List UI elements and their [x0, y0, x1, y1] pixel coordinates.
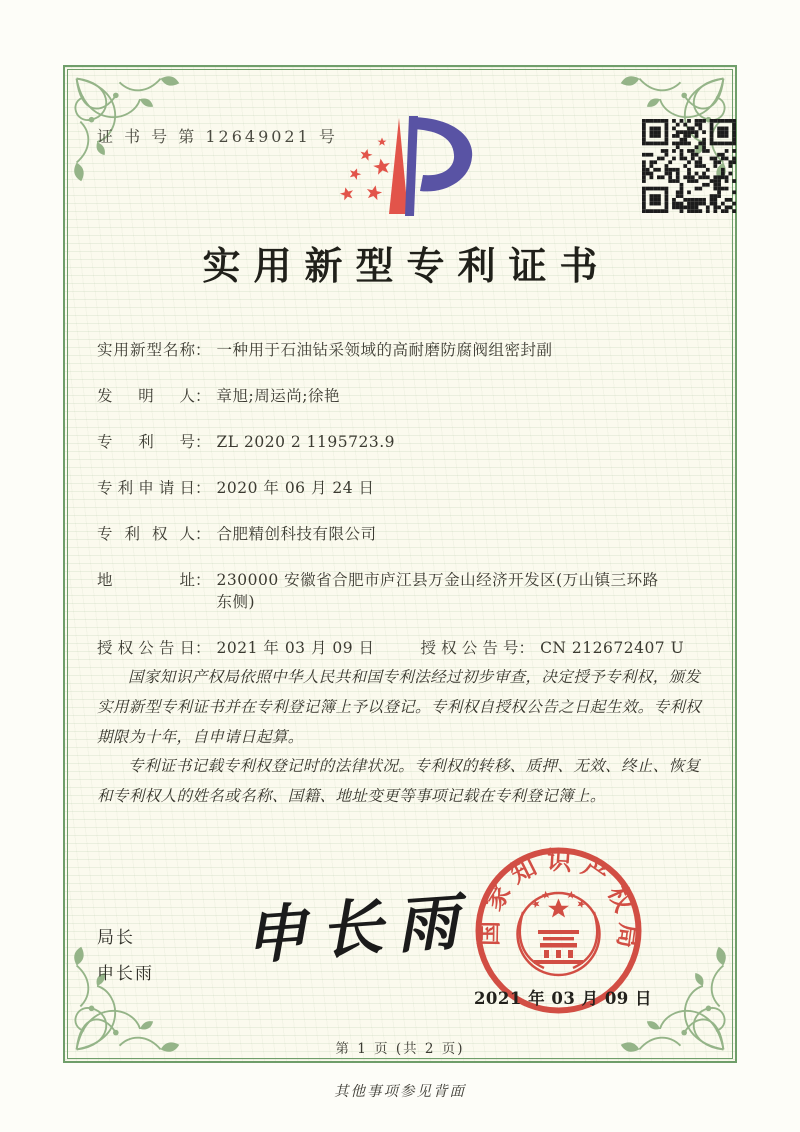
field-value: 一种用于石油钻采领域的高耐磨防腐阀组密封副	[216, 341, 553, 359]
colon: ：	[195, 639, 211, 657]
field-patent-number	[97, 431, 709, 453]
colon: ：	[195, 525, 211, 543]
commissioner-signature: 申长雨	[242, 884, 475, 973]
field-label: 专利申请日	[97, 479, 195, 497]
grant-date-group	[97, 637, 375, 659]
colon: ：	[195, 479, 211, 497]
colon: ：	[195, 387, 211, 405]
page-indicator: 第 1 页 (共 2 页)	[335, 1041, 465, 1057]
field-value: 2021 年 03 月 09 日	[216, 639, 375, 657]
colon: ：	[195, 571, 211, 589]
field-value: 章旭;周运尚;徐艳	[216, 387, 340, 405]
field-filing-date	[97, 477, 709, 499]
field-value: 合肥精创科技有限公司	[216, 525, 377, 543]
field-inventors	[97, 385, 709, 407]
field-address	[97, 569, 709, 613]
colon: ：	[195, 341, 211, 359]
national-emblem-icon	[518, 890, 600, 975]
grant-number-group	[421, 637, 685, 659]
commissioner-title: 局长	[97, 928, 135, 948]
field-value: ZL 2020 2 1195723.9	[216, 433, 395, 451]
field-patentee	[97, 523, 709, 545]
cnipa-logo-icon	[332, 111, 492, 239]
seal-text: 国家知识产权局	[474, 845, 644, 958]
field-label: 地址	[97, 571, 195, 589]
field-label: 专利权人	[97, 525, 195, 543]
fields-block	[97, 339, 709, 683]
legal-paragraph-2: 专利证书记载专利权登记时的法律状况。专利权的转移、质押、无效、终止、恢复和专利权人的姓名或名称、国籍、地址变更等事项记载在专利登记簿上。	[97, 757, 701, 805]
field-label: 授权公告日	[97, 639, 195, 657]
field-grant-row	[97, 637, 709, 659]
field-invention-name	[97, 339, 709, 361]
field-value: 2020 年 06 月 24 日	[216, 479, 375, 497]
certificate-number: 证 书 号 第 12649021 号	[97, 127, 338, 146]
field-value: CN 212672407 U	[540, 639, 685, 657]
field-label: 授权公告号	[420, 639, 519, 657]
seal-date: 2021 年 03 月 09 日	[473, 989, 653, 1008]
back-side-note: 其他事项参见背面	[334, 1084, 466, 1100]
qr-code	[642, 119, 736, 213]
field-label: 实用新型名称	[97, 341, 195, 359]
legal-text	[97, 663, 711, 812]
colon: ：	[518, 639, 535, 657]
legal-paragraph-1: 国家知识产权局依照中华人民共和国专利法经过初步审查，决定授予专利权，颁发实用新型专利证书并在专利登记簿上予以登记。专利权自授权公告之日起生效。专利权期限为十年，自申请日起算。	[97, 668, 702, 746]
field-value: 230000 安徽省合肥市庐江县万金山经济开发区(万山镇三环路东侧)	[216, 571, 659, 611]
field-label: 专利号	[97, 433, 195, 451]
colon: ：	[195, 433, 211, 451]
certificate-title: 实用新型专利证书	[202, 243, 611, 288]
commissioner-name: 申长雨	[97, 964, 154, 984]
field-label: 发明人	[97, 387, 195, 405]
commissioner-block	[97, 920, 154, 992]
certificate-body	[63, 65, 737, 1063]
